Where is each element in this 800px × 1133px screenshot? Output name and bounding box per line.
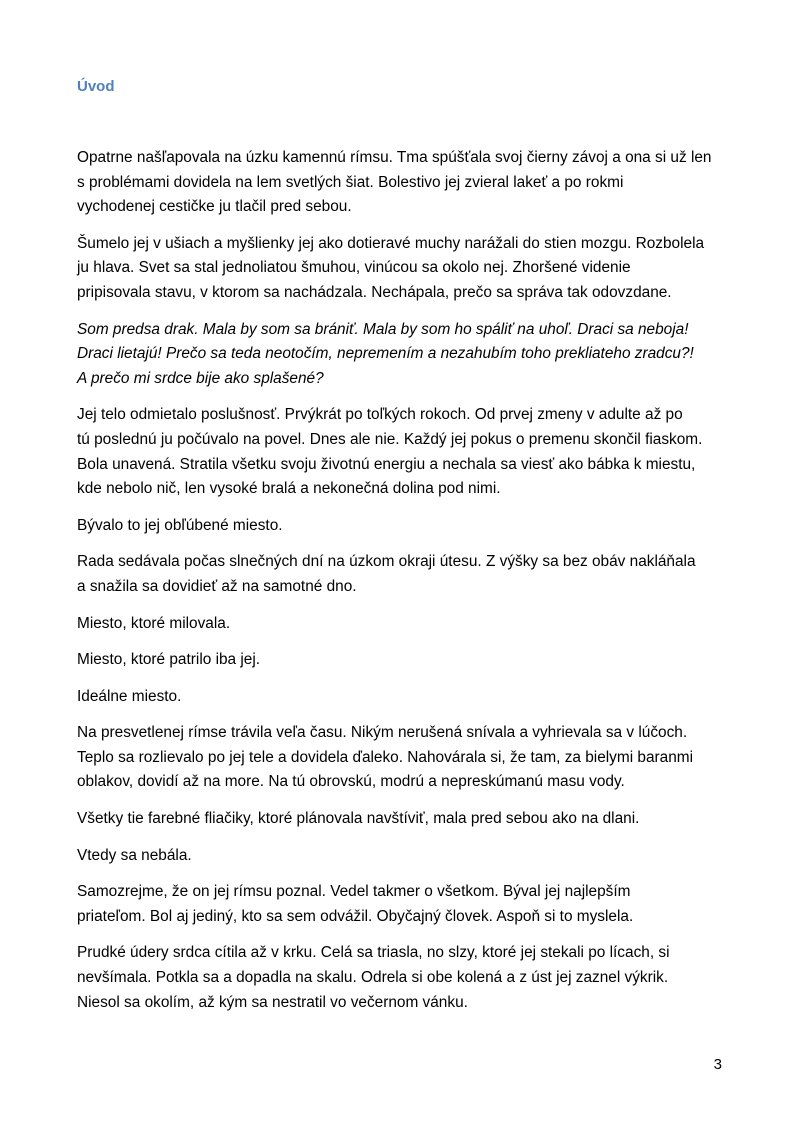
page-number: 3 — [713, 1056, 722, 1073]
paragraph-line: Jej telo odmietalo poslušnosť. Prvýkrát po toľkých rokoch. Od prvej zmeny v adulte až po — [77, 406, 683, 424]
paragraph-line: kde nebolo nič, len vysoké bralá a nekonečná dolina pod nimi. — [77, 480, 501, 498]
paragraph-line: s problémami dovidela na lem svetlých šiat. Bolestivo jej zvieral lakeť a po rokmi — [77, 173, 624, 191]
paragraph-line: ju hlava. Svet sa stal jednoliatou šmuhou, vinúcou sa okolo nej. Zhoršené videnie — [77, 259, 631, 277]
paragraph-line: Som predsa drak. Mala by som sa brániť. Mala by som ho spáliť na uhoľ. Draci sa neboja! — [77, 320, 689, 338]
body-text — [77, 146, 727, 1027]
paragraph-line: priateľom. Bol aj jediný, kto sa sem odvážil. Obyčajný človek. Aspoň si to myslela. — [77, 907, 634, 925]
paragraph — [77, 721, 727, 795]
paragraph — [77, 941, 727, 1015]
paragraph-line: Bývalo to jej obľúbené miesto. — [77, 516, 283, 534]
paragraph — [77, 232, 727, 306]
paragraph-line: Miesto, ktoré patrilo iba jej. — [77, 651, 261, 669]
paragraph-line: pripisovala stavu, v ktorom sa nachádzala. Nechápala, prečo sa správa tak odovzdane. — [77, 283, 672, 301]
paragraph — [77, 403, 727, 501]
section-heading: Úvod — [77, 78, 115, 95]
paragraph-line: Niesol sa okolím, až kým sa nestratil vo večernom vánku. — [77, 993, 468, 1011]
paragraph — [77, 648, 727, 673]
paragraph-line: Na presvetlenej rímse trávila veľa času. Nikým nerušená snívala a vyhrievala sa v lúčoch. — [77, 724, 688, 742]
paragraph-line: tú poslednú ju počúvalo na povel. Dnes ale nie. Každý jej pokus o premenu skončil fiaskom. — [77, 430, 703, 448]
paragraph-line: Rada sedávala počas slnečných dní na úzkom okraji útesu. Z výšky sa bez obáv nakláňala — [77, 553, 696, 571]
paragraph-line: vychodenej cestičke ju tlačil pred sebou. — [77, 198, 352, 216]
paragraph-line: A prečo mi srdce bije ako splašené? — [77, 369, 324, 387]
paragraph — [77, 844, 727, 869]
paragraph-line: Bola unavená. Stratila všetku svoju životnú energiu a nechala sa viesť ako bábka k miestu, — [77, 455, 696, 473]
paragraph-line: Vtedy sa nebála. — [77, 846, 192, 864]
paragraph-line: Šumelo jej v ušiach a myšlienky jej ako dotieravé muchy narážali do stien mozgu. Rozbolela — [77, 234, 705, 252]
paragraph-line: Ideálne miesto. — [77, 687, 182, 705]
paragraph-line: Opatrne našľapovala na úzku kamennú rímsu. Tma spúšťala svoj čierny závoj a ona si už len — [77, 149, 712, 166]
paragraph — [77, 146, 727, 220]
paragraph — [77, 807, 727, 832]
paragraph-line: oblakov, dovidí až na more. Na tú obrovskú, modrú a nepreskúmanú masu vody. — [77, 773, 625, 791]
italic-paragraph — [77, 318, 727, 392]
paragraph-line: Prudké údery srdca cítila až v krku. Celá sa triasla, no slzy, ktoré jej stekali po lícach, si — [77, 944, 670, 962]
paragraph-line: nevšímala. Potkla sa a dopadla na skalu. Odrela si obe kolená a z úst jej zaznel výkrik. — [77, 969, 669, 987]
paragraph-line: Všetky tie farebné fliačiky, ktoré plánovala navštíviť, mala pred sebou ako na dlani. — [77, 810, 640, 828]
paragraph — [77, 880, 727, 929]
paragraph-line: Draci lietajú! Prečo sa teda neotočím, nepremením a nezahubím toho prekliateho zradcu?! — [77, 345, 694, 363]
paragraph — [77, 550, 727, 599]
paragraph-line: Miesto, ktoré milovala. — [77, 614, 231, 632]
paragraph — [77, 514, 727, 539]
paragraph — [77, 685, 727, 710]
paragraph — [77, 612, 727, 637]
paragraph-line: a snažila sa dovidieť až na samotné dno. — [77, 577, 357, 595]
paragraph-line: Samozrejme, že on jej rímsu poznal. Vedel takmer o všetkom. Býval jej najlepším — [77, 883, 631, 901]
paragraph-line: Teplo sa rozlievalo po jej tele a dovidela ďaleko. Nahovárala si, že tam, za bielymi baranmi — [77, 748, 693, 766]
